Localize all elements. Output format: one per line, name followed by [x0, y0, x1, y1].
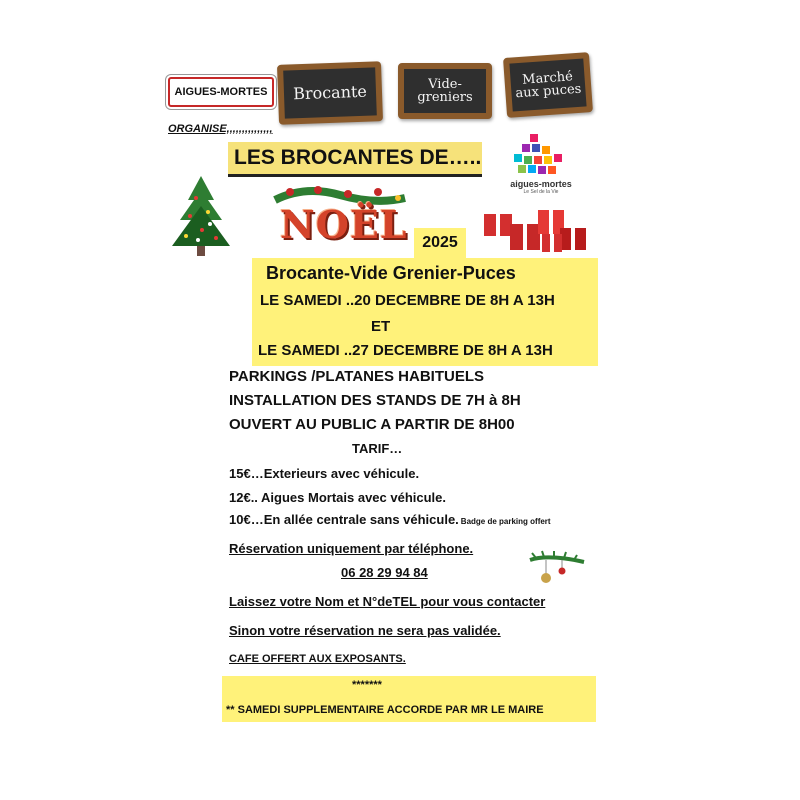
aigues-mortes-logo: [506, 132, 576, 198]
price-allee-text: 10€…En allée centrale sans véhicule.: [229, 512, 459, 527]
price-allee-note: Badge de parking offert: [460, 517, 551, 526]
price-aigues-mortais: 12€.. Aigues Mortais avec véhicule.: [229, 490, 447, 505]
logo-tagline: Le Sel de la Vie: [523, 189, 559, 195]
year-badge: [414, 228, 466, 258]
logo-text: aigues-mortes: [510, 179, 572, 189]
year-text: 2025: [422, 234, 458, 251]
reservation-text: Réservation uniquement par téléphone.: [229, 541, 474, 556]
chalkboard-label: Vide-greniers: [417, 77, 473, 105]
logo-blocks-icon: [506, 132, 576, 176]
chalkboard-label: Brocante: [292, 81, 368, 104]
info-installation: INSTALLATION DES STANDS DE 7H à 8H: [229, 392, 521, 409]
price-allee-centrale: [229, 512, 551, 527]
reservation-phone: 06 28 29 94 84: [341, 565, 428, 580]
info-parking: PARKINGS /PLATANES HABITUELS: [229, 368, 485, 385]
christmas-tree-icon: [168, 172, 234, 260]
event-subtitle: Brocante-Vide Grenier-Puces: [266, 263, 516, 283]
event-date-2: LE SAMEDI ..27 DECEMBRE DE 8H A 13H: [258, 342, 553, 359]
page-title: [228, 142, 482, 177]
organise-label: ORGANISE,,,,,,,,,,,,,,,: [168, 123, 273, 135]
chalkboard-vide-greniers: [398, 63, 492, 119]
chalkboard-brocante: [277, 61, 383, 125]
title-text: LES BROCANTES DE…..: [234, 146, 482, 169]
ornament-branch-icon: [528, 550, 588, 588]
info-tarif: TARIF…: [352, 441, 403, 456]
noel-banner: [270, 180, 410, 252]
reservation-warning: Sinon votre réservation ne sera pas validée.: [229, 623, 501, 638]
town-sign: AIGUES-MORTES: [168, 77, 274, 107]
chalkboard-marche-aux-puces: [503, 52, 593, 118]
price-exterieurs: 15€…Exterieurs avec véhicule.: [229, 466, 420, 481]
info-ouvert: OUVERT AU PUBLIC A PARTIR DE 8H00: [229, 416, 515, 433]
event-date-1: LE SAMEDI ..20 DECEMBRE DE 8H A 13H: [260, 292, 555, 309]
cafe-offert: CAFE OFFERT AUX EXPOSANTS.: [229, 653, 406, 665]
reservation-instructions: Laissez votre Nom et N°deTEL pour vous contacter: [229, 594, 546, 609]
chalkboard-label: Marché aux puces: [515, 69, 582, 102]
noel-word: NOËL: [280, 202, 408, 247]
footer-stars: *******: [352, 679, 382, 691]
gift-boxes-icon: [480, 200, 590, 256]
event-et: ET: [371, 318, 391, 335]
footer-note: ** SAMEDI SUPPLEMENTAIRE ACCORDE PAR MR LE MAIRE: [226, 704, 544, 716]
